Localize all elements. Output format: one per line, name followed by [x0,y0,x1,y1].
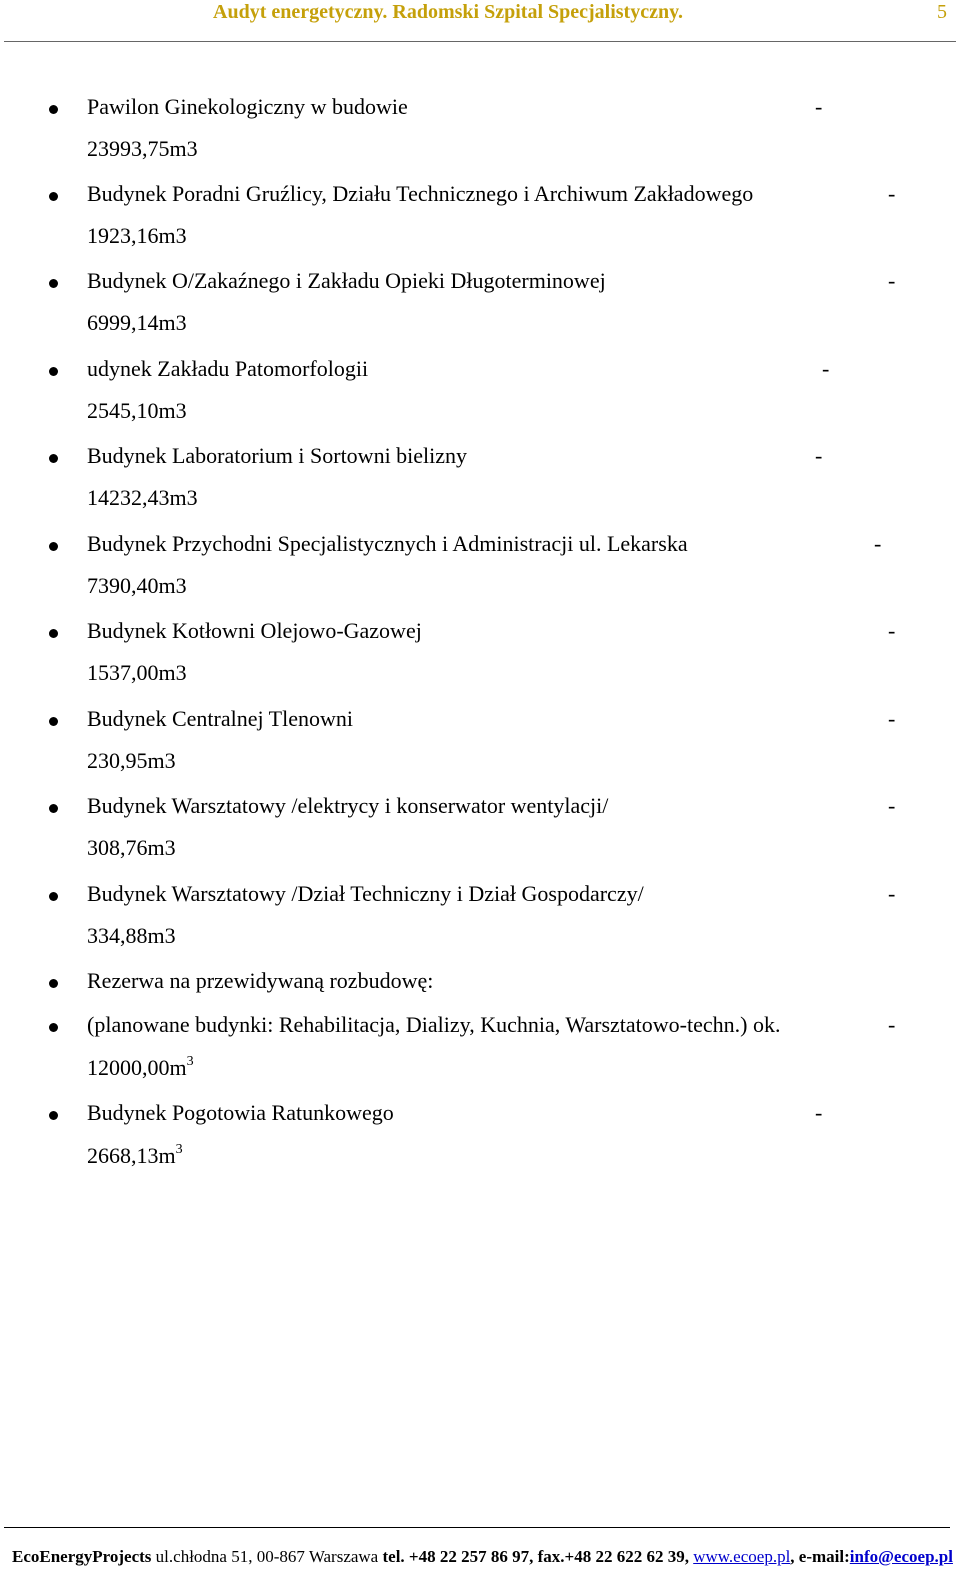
footer-company: EcoEnergyProjects [12,1547,152,1566]
bullet-icon [49,279,58,288]
separator-dash: - [888,618,896,643]
building-name: Pawilon Ginekologiczny w budowie [87,94,408,119]
bullet-icon [49,192,58,201]
building-name: Budynek Pogotowia Ratunkowego [87,1100,394,1125]
building-volume: 1923,16m3 [87,223,187,248]
building-volume: 23993,75m3 [87,136,198,161]
bullet-icon [49,629,58,638]
footer-divider [4,1527,950,1528]
footer-email-label: , e-mail: [790,1547,850,1566]
building-volume: 2545,10m3 [87,398,187,423]
footer-website-link[interactable]: www.ecoep.pl [693,1547,791,1566]
page-header [0,0,960,28]
separator-dash: - [815,443,823,468]
building-name: (planowane budynki: Rehabilitacja, Dializy, Kuchnia, Warsztatowo-techn.) ok. [87,1012,781,1037]
footer-phone: tel. +48 22 257 86 97, fax.+48 22 622 62 39, [382,1547,689,1566]
page-footer [12,1547,953,1567]
separator-dash: - [888,706,896,731]
bullet-icon [49,454,58,463]
building-name: Budynek Warsztatowy /elektrycy i konserwator wentylacji/ [87,793,609,818]
page-number: 5 [937,1,947,23]
bullet-icon [49,892,58,901]
building-volume: 308,76m3 [87,835,176,860]
bullet-icon [49,717,58,726]
separator-dash: - [888,793,896,818]
bullet-icon [49,367,58,376]
separator-dash: - [888,881,896,906]
building-volume: 7390,40m3 [87,573,187,598]
building-volume: 14232,43m3 [87,485,198,510]
separator-dash: - [888,181,896,206]
building-volume: 334,88m3 [87,923,176,948]
separator-dash: - [888,1012,896,1037]
footer-email-link[interactable]: info@ecoep.pl [849,1547,953,1566]
building-name: udynek Zakładu Patomorfologii [87,356,369,381]
footer-address: ul.chłodna 51, 00-867 Warszawa [155,1547,379,1566]
building-volume: 230,95m3 [87,748,176,773]
building-name: Budynek Warsztatowy /Dział Techniczny i Dział Gospodarczy/ [87,881,644,906]
building-volume: 1537,00m3 [87,660,187,685]
bullet-icon [49,1111,58,1120]
building-name: Budynek O/Zakaźnego i Zakładu Opieki Długoterminowej [87,268,606,293]
building-name: Budynek Poradni Gruźlicy, Działu Technicznego i Archiwum Zakładowego [87,181,754,206]
building-volume: $2668,13m^3$ [87,1141,183,1168]
building-volume: $12000,00m^3$ [87,1053,194,1080]
separator-dash: - [815,1100,823,1125]
building-name: Budynek Kotłowni Olejowo-Gazowej [87,618,422,643]
separator-dash: - [874,531,882,556]
bullet-icon [49,979,58,988]
separator-dash: - [888,268,896,293]
bullet-icon [49,105,58,114]
building-name: Budynek Przychodni Specjalistycznych i Administracji ul. Lekarska [87,531,688,556]
building-name: Budynek Laboratorium i Sortowni bielizny [87,443,468,468]
bullet-icon [49,804,58,813]
bullet-icon [49,542,58,551]
bullet-icon [49,1023,58,1032]
document-title: Audyt energetyczny. Radomski Szpital Specjalistyczny. [213,1,683,23]
building-name: Budynek Centralnej Tlenowni [87,706,353,731]
building-volume: 6999,14m3 [87,310,187,335]
separator-dash: - [822,356,830,381]
building-name: Rezerwa na przewidywaną rozbudowę: [87,968,434,993]
header-divider [4,41,956,42]
separator-dash: - [815,94,823,119]
